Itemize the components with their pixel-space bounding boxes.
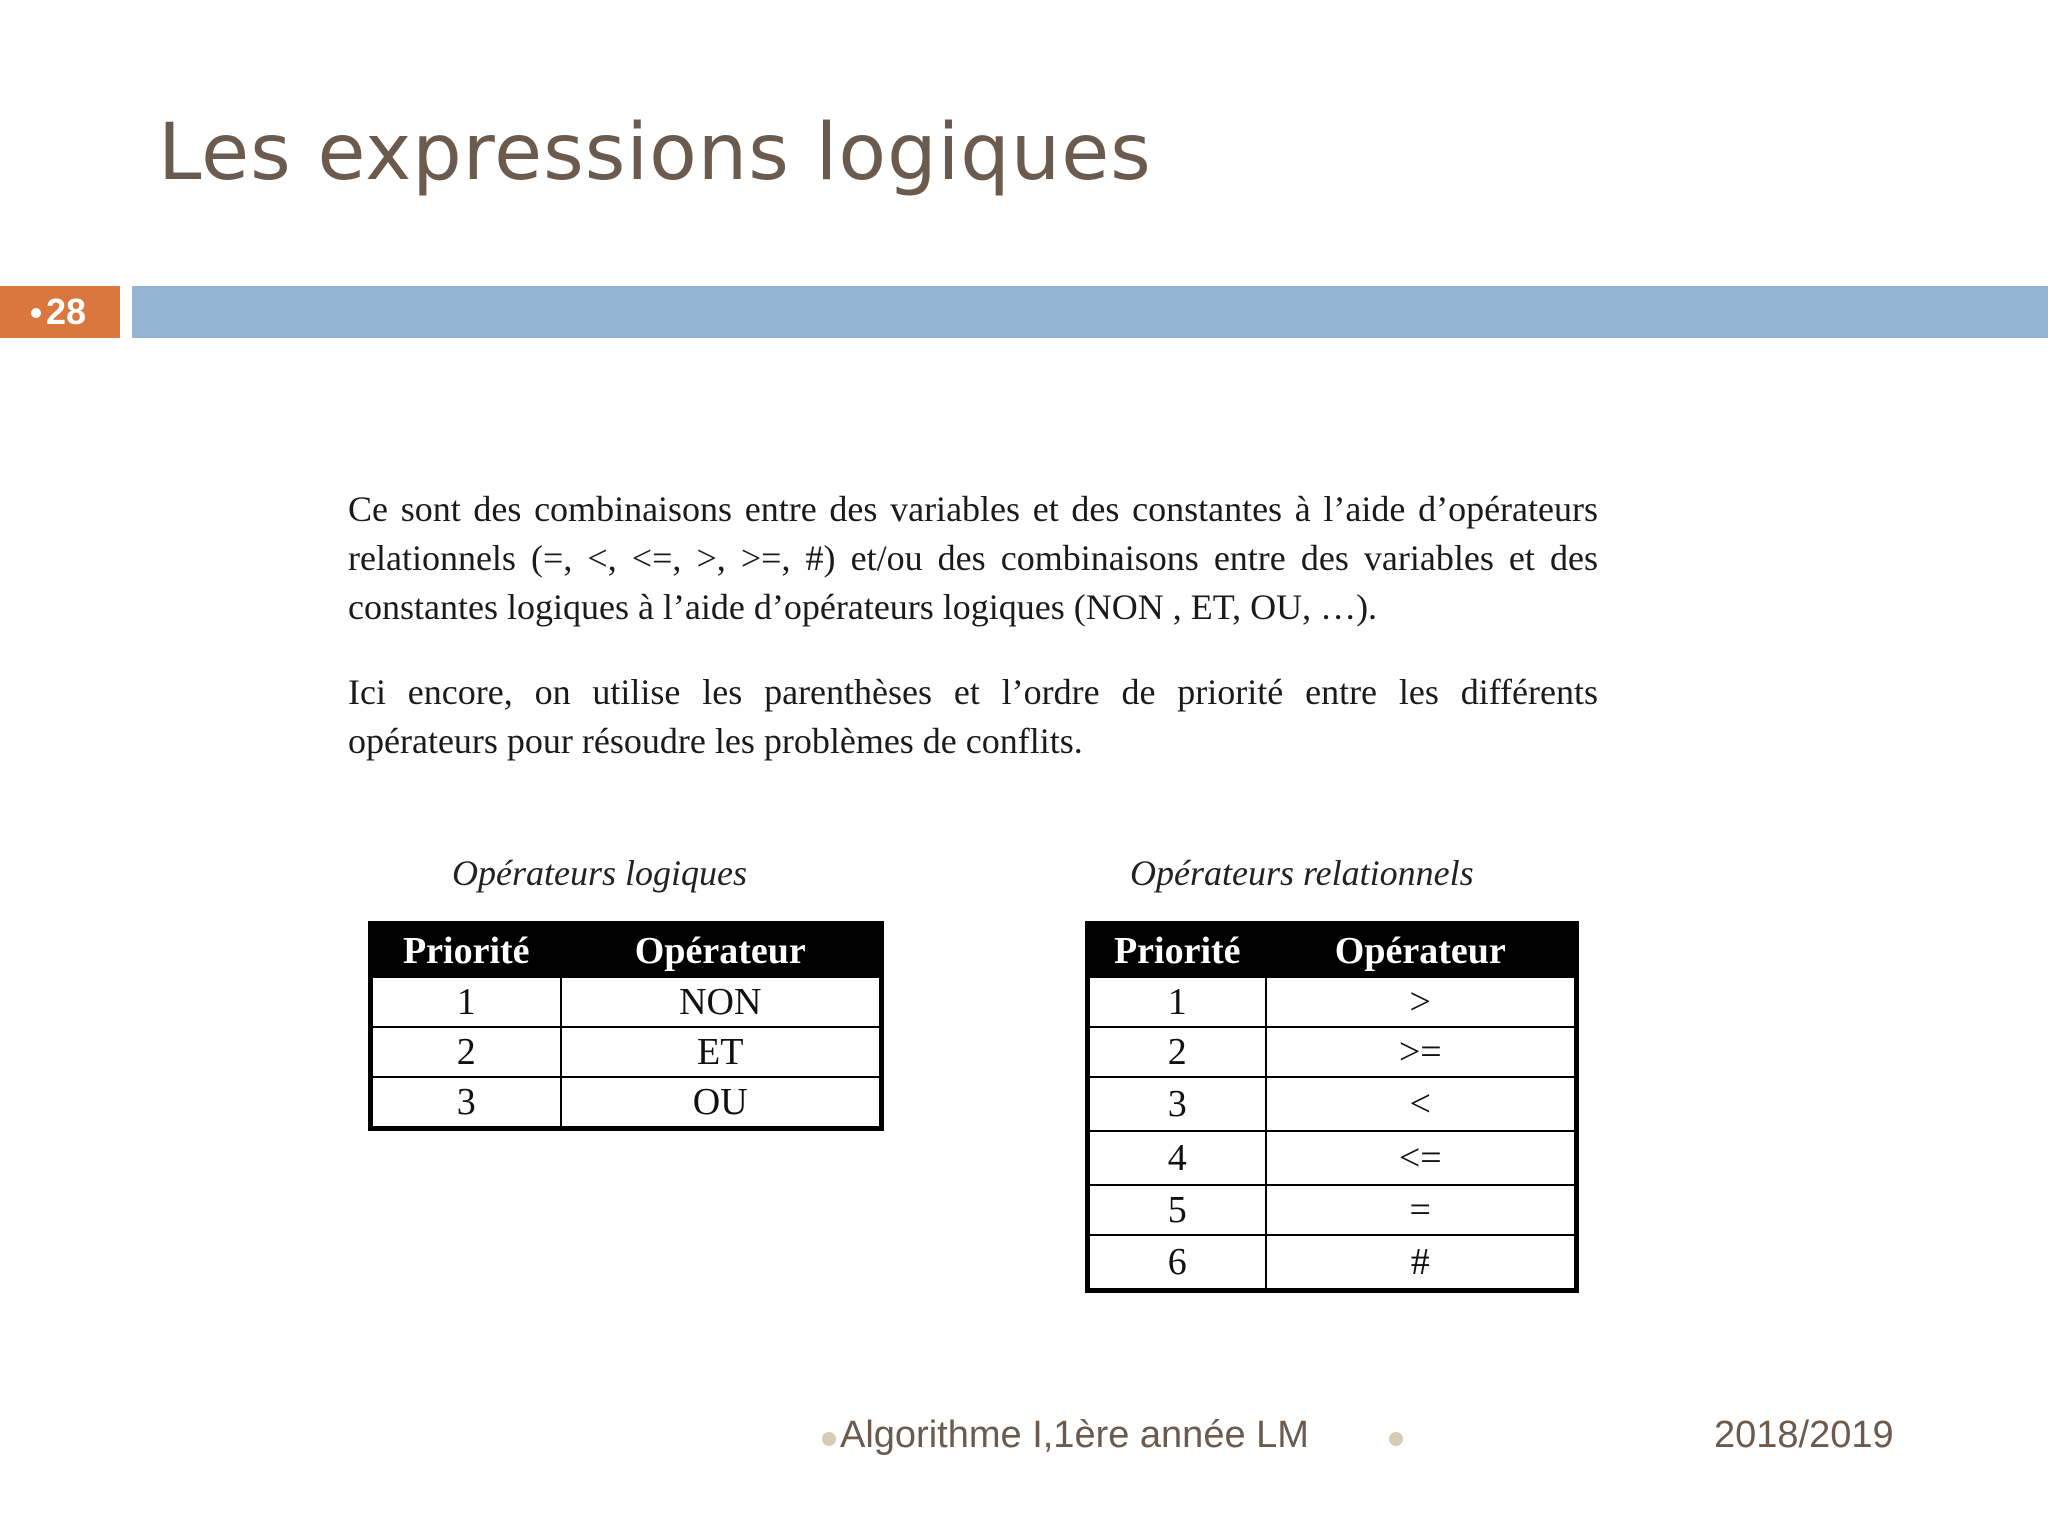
slide-body xyxy=(348,485,1598,766)
intro-paragraph: Ce sont des combinaisons entre des variables et des constantes à l’aide d’opérateurs relationnels (=, <, <=, >, >=, #) et/ou des combinaisons entre des variables et des constantes logiques à l’aide d’opérateurs logiques (NON , ET, OU, …). xyxy=(348,489,1598,627)
footer-course-label: Algorithme I,1ère année LM xyxy=(840,1414,1309,1456)
title-accent-bar xyxy=(132,286,2048,338)
table-row xyxy=(1088,1235,1577,1291)
table-header-row xyxy=(1088,924,1577,978)
footer-bullet-icon xyxy=(822,1432,836,1446)
table-row xyxy=(1088,1027,1577,1077)
table-row xyxy=(1088,977,1577,1027)
relational-operators-caption: Opérateurs relationnels xyxy=(1130,853,1474,893)
priority-cell: 3 xyxy=(371,1077,561,1129)
operator-cell: < xyxy=(1266,1077,1577,1131)
operator-cell: # xyxy=(1266,1235,1577,1291)
column-header-priority: Priorité xyxy=(371,924,561,978)
priority-paragraph: Ici encore, on utilise les parenthèses et l’ordre de priorité entre les différents opérateurs pour résoudre les problèmes de conflits. xyxy=(348,672,1598,761)
relational-operators-table xyxy=(1085,921,1579,1293)
priority-cell: 6 xyxy=(1088,1235,1266,1291)
page-number-badge xyxy=(0,286,120,338)
column-header-operator: Opérateur xyxy=(561,924,882,978)
operator-cell: > xyxy=(1266,977,1577,1027)
priority-cell: 5 xyxy=(1088,1185,1266,1235)
footer-separator-icon xyxy=(1389,1432,1403,1446)
table-row xyxy=(1088,1131,1577,1185)
table-row xyxy=(1088,1077,1577,1131)
priority-cell: 4 xyxy=(1088,1131,1266,1185)
table-header-row xyxy=(371,924,882,978)
table-row xyxy=(1088,1185,1577,1235)
slide-title: Les expressions logiques xyxy=(158,108,1152,198)
footer-date: 2018/2019 xyxy=(1714,1414,1894,1456)
operator-cell: NON xyxy=(561,977,882,1027)
logical-operators-caption: Opérateurs logiques xyxy=(452,853,747,893)
operator-cell: >= xyxy=(1266,1027,1577,1077)
column-header-operator: Opérateur xyxy=(1266,924,1577,978)
priority-cell: 1 xyxy=(1088,977,1266,1027)
priority-cell: 3 xyxy=(1088,1077,1266,1131)
table-row xyxy=(371,1027,882,1077)
column-header-priority: Priorité xyxy=(1088,924,1266,978)
priority-cell: 2 xyxy=(1088,1027,1266,1077)
priority-cell: 2 xyxy=(371,1027,561,1077)
operator-cell: OU xyxy=(561,1077,882,1129)
operator-cell: = xyxy=(1266,1185,1577,1235)
page-number: 28 xyxy=(46,291,87,332)
logical-operators-table xyxy=(368,921,884,1131)
table-row xyxy=(371,1077,882,1129)
table-row xyxy=(371,977,882,1027)
operator-cell: ET xyxy=(561,1027,882,1077)
operator-cell: <= xyxy=(1266,1131,1577,1185)
bullet-icon xyxy=(31,308,41,318)
priority-cell: 1 xyxy=(371,977,561,1027)
